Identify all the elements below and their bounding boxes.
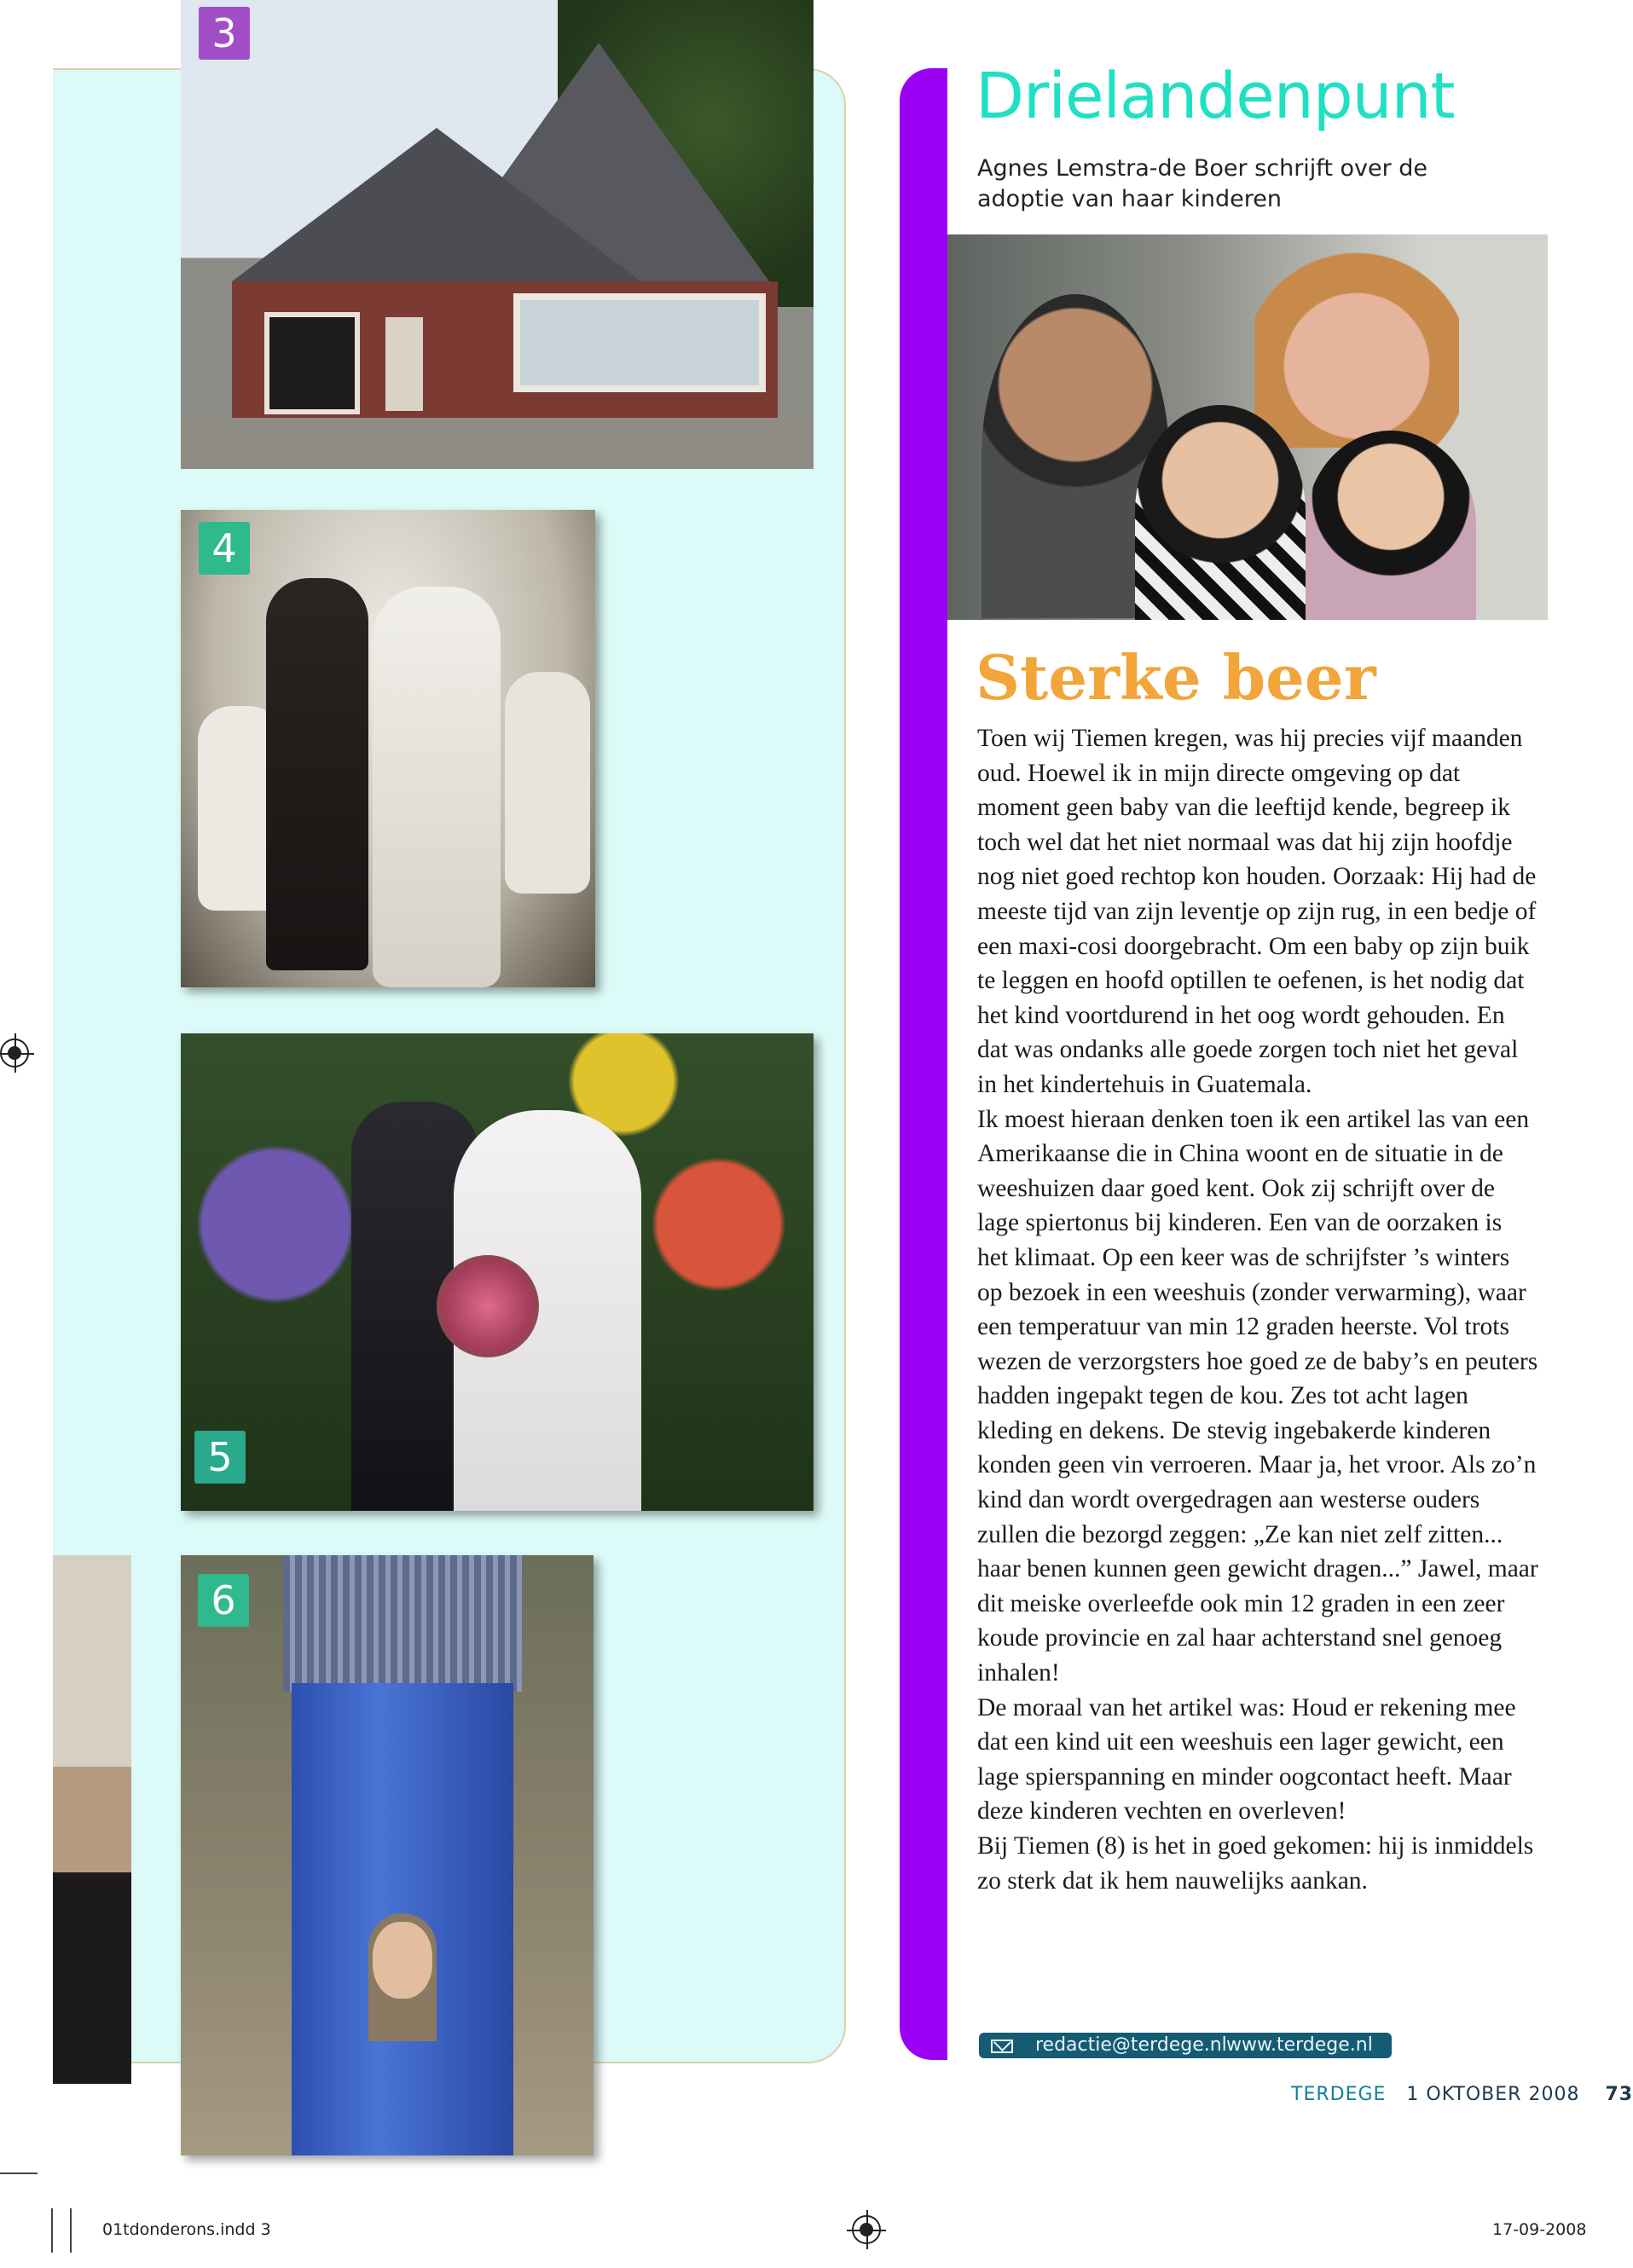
registration-mark [0,1039,29,1067]
photo-badge: 6 [198,1574,249,1627]
slug-filename: 01tdonderons.indd 3 [102,2220,271,2239]
mail-icon [991,2039,1013,2053]
article-title: Sterke beer [976,641,1376,714]
photo-family [947,234,1548,620]
photo-old-wedding [181,510,595,987]
photo-badge: 3 [199,7,250,60]
article-paragraph: Ik moest hieraan denken toen ik een artikel las van een Amerikaanse die in China woont en de situatie in de weeshuizen daar goed kent. Ook zij schrijft over de lage spiertonus bij kinderen. Een van de oorzaken is het klimaat. Op een keer was de schrijfster ’s winters op bezoek in een weeshuis (zonder verwarming), waar een temperatuur van min 12 graden heerste. Vol trots wezen de verzorgsters hoe goed ze de baby’s en peuters hadden ingepakt tegen de kou. Zes tot acht lagen kleding en dekens. De stevig ingebakerde kinderen konden geen vin verroeren. Maar ja, het vroor. Als zo’n kind dan wordt overgedragen aan westerse ouders zullen die bezorgd zeggen: „Ze kan niet zelf zitten... haar benen kunnen geen gewicht dragen...” Jawel, maar dit meiske overleefde ook min 12 graden in een zeer koude provincie en zal haar achterstand snel genoeg inhalen! [977,1105,1538,1687]
registration-mark [852,2215,881,2244]
crop-mark [51,2208,53,2253]
slug-date: 17-09-2008 [1492,2220,1587,2239]
page-footer [1291,2084,1633,2105]
issue-date: 1 OKTOBER 2008 [1406,2084,1580,2105]
contact-bar [979,2033,1392,2058]
article-paragraph: Toen wij Tiemen kregen, was hij precies vijf maanden oud. Hoewel ik in mijn directe omgeving op dat moment geen baby van die leeftijd kende, begreep ik toch wel dat het niet normaal was dat hij zijn hoofdje nog niet goed rechtop kon houden. Oorzaak: Hij had de meeste tijd van zijn leventje op zijn rug, in een bedje of een maxi-cosi doorgebracht. Om een baby op zijn buik te leggen en hoofd optillen te oefenen, is het nodig dat het kind voortdurend in het oog wordt gehouden. En dat was ondanks alle goede zorgen toch niet het geval in het kindertehuis in Guatemala. [977,725,1537,1098]
article-paragraph: De moraal van het artikel was: Houd er rekening mee dat een kind uit een weeshuis een lager gewicht, een lage spierspanning en minder oogcontact heeft. Maar deze kinderen vechten en overleven! [977,1693,1516,1825]
website-link[interactable]: www.terdege.nl [1226,2034,1373,2056]
page-subtitle: Agnes Lemstra-de Boer schrijft over de adoptie van haar kinderen [977,155,1428,212]
accent-bar [900,68,947,2060]
photo-badge: 4 [199,522,250,575]
photo-boy-behind-legs [181,1555,594,2155]
page-number: 73 [1605,2084,1633,2105]
crop-mark [70,2208,72,2253]
page-title: Drielandenpunt [976,60,1455,133]
photo-house [181,0,814,469]
email-link[interactable]: redactie@terdege.nl [1035,2034,1227,2056]
crop-mark [0,2173,38,2174]
article-paragraph: Bij Tiemen (8) is het in goed gekomen: hij is inmiddels zo sterk dat ik hem nauwelijks aankan. [977,1832,1534,1895]
article-body [977,721,1538,1898]
photo-badge: 5 [194,1431,246,1484]
photo-wedding-couple [181,1033,814,1511]
photo-portrait-cropped [53,1555,131,2084]
magazine-name: TERDEGE [1291,2084,1387,2105]
